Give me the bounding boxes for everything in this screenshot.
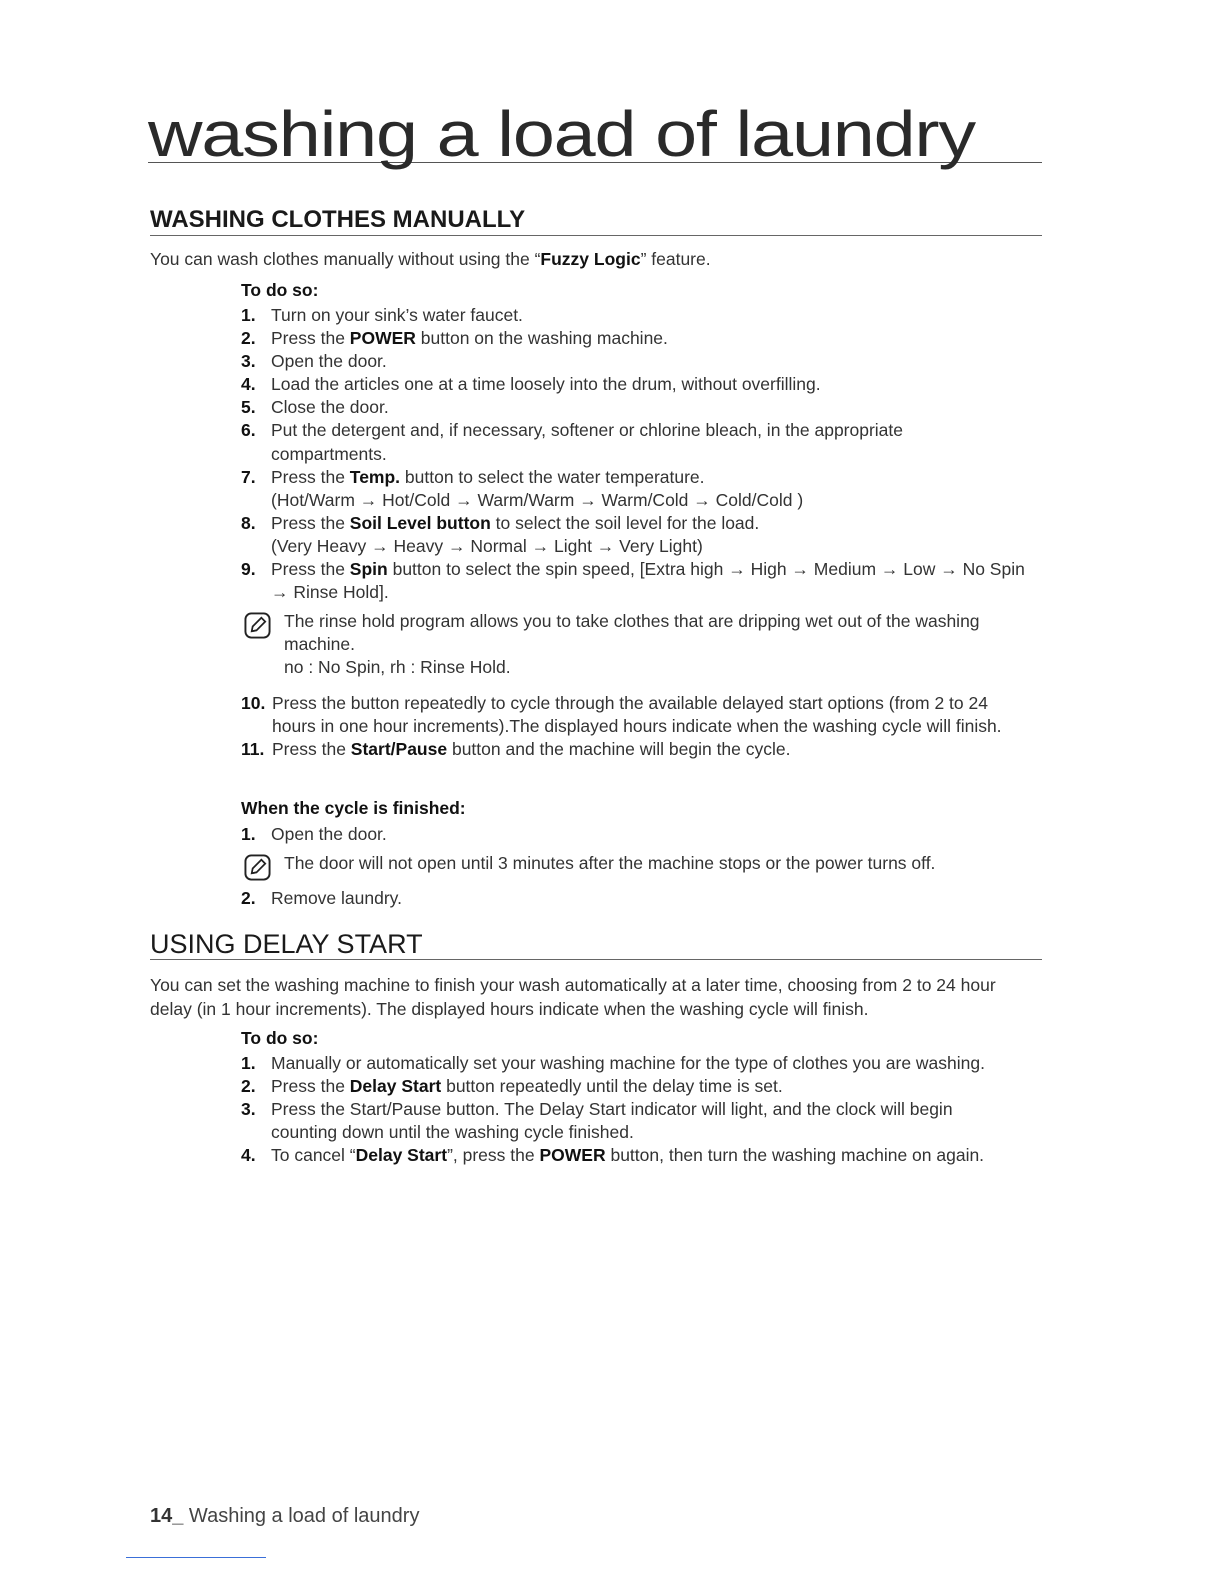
list-item: 3. Press the Start/Pause button. The Delay Start indicator will light, and the clock will begin counting down until the washing cycle finished.	[241, 1099, 953, 1143]
section-heading-delay-start: USING DELAY START	[150, 929, 1042, 960]
note-rinse-hold: The rinse hold program allows you to take clothes that are dripping wet out of the washing machine. no : No Spin, rh : Rinse Hold.	[244, 610, 1044, 680]
list-item: 2. Remove laundry.	[241, 888, 402, 908]
list-item: 1. Manually or automatically set your washing machine for the type of clothes you are washing.	[241, 1053, 985, 1073]
list-item: 2. Press the Delay Start button repeatedly until the delay time is set.	[241, 1076, 783, 1097]
section-heading-manual: WASHING CLOTHES MANUALLY	[150, 205, 1042, 236]
manual-steps-list	[241, 304, 1041, 604]
footer-label: Washing a load of laundry	[183, 1505, 420, 1527]
list-item: 8. Press the Soil Level button to select the soil level for the load. (Very Heavy → Heavy → Normal → Light → Very Light)	[241, 512, 760, 556]
list-item: 5. Close the door.	[241, 397, 389, 418]
todo-label: To do so:	[241, 1028, 319, 1048]
list-item: 7. Press the Temp. button to select the water temperature. (Hot/Warm → Hot/Cold → Warm/Warm → Warm/Cold → Cold/Cold )	[241, 466, 804, 510]
note-icon	[244, 854, 271, 881]
section-intro-delay-start: You can set the washing machine to finish your wash automatically at a later time, choosing from 2 to 24 hour delay (in 1 hour increments). The displayed hours indicate when the washing cycle will finish.	[150, 975, 996, 1019]
list-item: 9. Press the Spin button to select the spin speed, [Extra high → High → Medium → Low → No Spin → Rinse Hold].	[241, 559, 1025, 603]
page-footer	[150, 1502, 419, 1530]
manual-steps-list-continued	[241, 692, 1041, 761]
todo-label: To do so:	[241, 280, 319, 300]
footer-divider	[126, 1557, 266, 1558]
finished-steps-list-continued	[241, 887, 1041, 910]
list-item: 6. Put the detergent and, if necessary, softener or chlorine bleach, in the appropriate compartments.	[241, 420, 904, 464]
list-item: 10. Press the button repeatedly to cycle through the available delayed start options (from 2 to 24 hours in one hour increments).The displayed hours indicate when the washing cycle will finish.	[241, 693, 1002, 737]
list-item: 11. Press the Start/Pause button and the machine will begin the cycle.	[241, 739, 791, 760]
cycle-finished-label: When the cycle is finished:	[241, 798, 466, 818]
list-item: 3. Open the door.	[241, 351, 387, 372]
list-item: 4. To cancel “Delay Start”, press the POWER button, then turn the washing machine on again.	[241, 1145, 985, 1166]
page-title: washing a load of laundry	[148, 98, 1042, 163]
delay-start-steps-list	[241, 1052, 1041, 1167]
list-item: 4. Load the articles one at a time loosely into the drum, without overfilling.	[241, 374, 821, 395]
list-item: 2. Press the POWER button on the washing machine.	[241, 328, 668, 349]
page-number: 14_	[150, 1505, 184, 1527]
list-item: 1. Turn on your sink’s water faucet.	[241, 305, 523, 325]
note-door-lock: The door will not open until 3 minutes after the machine stops or the power turns off.	[244, 852, 1044, 880]
finished-steps-list	[241, 823, 1041, 846]
list-item: 1. Open the door.	[241, 824, 387, 844]
section-intro-manual: You can wash clothes manually without using the “Fuzzy Logic” feature.	[150, 249, 711, 269]
note-icon	[244, 612, 271, 639]
